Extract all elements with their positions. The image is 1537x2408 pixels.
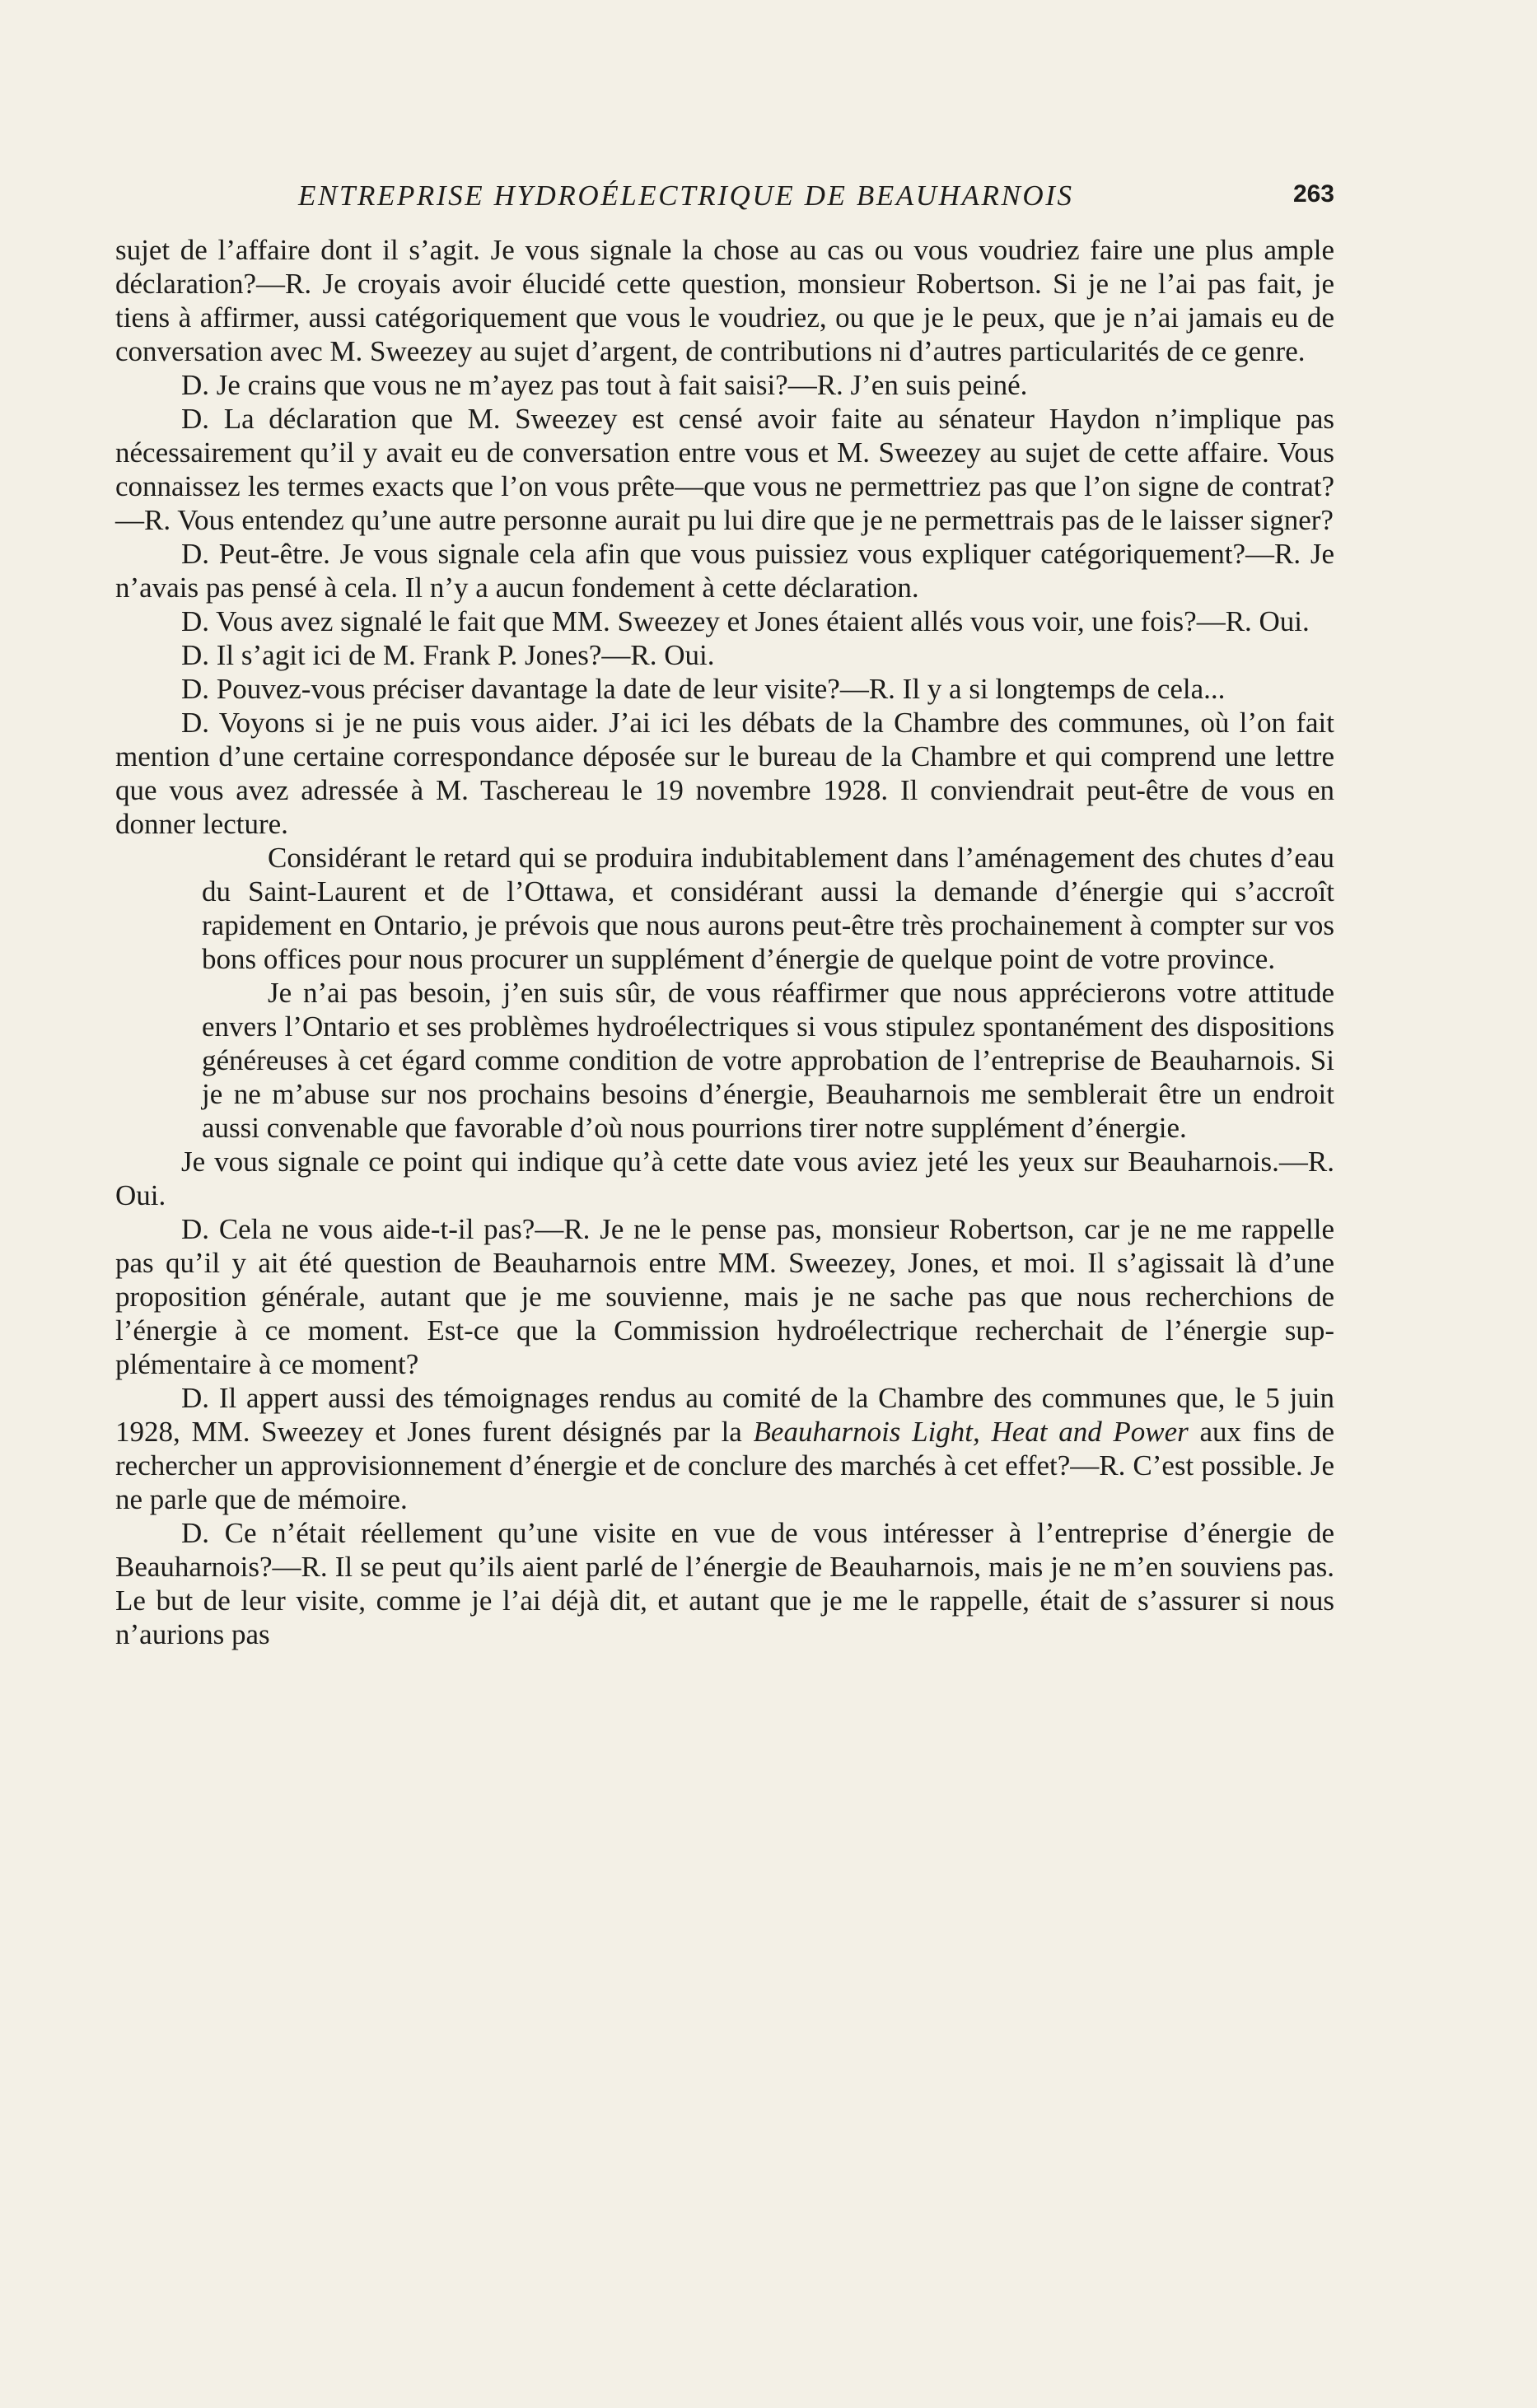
running-header bbox=[115, 180, 1334, 216]
page-number: 263 bbox=[1292, 180, 1334, 208]
paragraph: D. Je crains que vous ne m’ayez pas tout à fait saisi?—R. J’en suis peiné. bbox=[181, 369, 1028, 401]
paragraph: D. Cela ne vous aide-t-il pas?—R. Je ne le pense pas, monsieur Robertson, car je ne me rappelle pas qu’il y ait été question de Beauharnois entre MM. Sweezey, Jones, et moi. Il s’agissait là d’une proposition générale, autant que je me souvienne, mais je ne sache pas que nous recherchions de l’énergie à ce moment. Est-ce que la Commission hydroélectrique recherchait de l’énergie supplémentaire à ce moment? bbox=[115, 1213, 1334, 1380]
paragraph bbox=[115, 1381, 1334, 1516]
paragraph: D. La déclaration que M. Sweezey est censé avoir faite au sénateur Haydon n’implique pas nécessairement qu’il y avait eu de conversation entre vous et M. Sweezey au sujet de cette affaire. Vous connaissez les termes exacts que l’on vous prête—que vous ne permettriez pas que l’on signe de contrat?—R. Vous entendez qu’une autre personne aurait pu lui dire que je ne permettrais pas de le laisser signer? bbox=[115, 403, 1334, 536]
paragraph: sujet de l’affaire dont il s’agit. Je vous signale la chose au cas ou vous voudriez faire une plus ample déclaration?—R. Je croyais avoir élucidé cette question, monsieur Robertson. Si je ne l’ai pas fait, je tiens à affirmer, aussi catégoriquement que vous le voudriez, ou que je le peux, que je n’ai jamais eu de conversation avec M. Sweezey au sujet d’argent, de contributions ni d’autres particularités de ce genre. bbox=[115, 234, 1334, 367]
paragraph: D. Voyons si je ne puis vous aider. J’ai ici les débats de la Chambre des communes, où l’on fait mention d’une certaine correspondance déposée sur le bureau de la Chambre et qui comprend une lettre que vous avez adressée à M. Taschereau le 19 novembre 1928. Il conviendrait peut-être de vous en donner lecture. bbox=[115, 707, 1334, 840]
paragraph: D. Ce n’était réellement qu’une visite en vue de vous intéresser à l’entreprise d’énergie de Beauharnois?—R. Il se peut qu’ils aient parlé de l’énergie de Beauharnois, mais je ne m’en souviens pas. Le but de leur visite, comme je l’ai déjà dit, et autant que je me le rappelle, était de s’assurer si nous n’aurions pas bbox=[115, 1517, 1334, 1650]
quote-paragraph: Considérant le retard qui se produira indubitablement dans l’aménagement des chutes d’eau du Saint-Laurent et de l’Ottawa, et considérant aussi la demande d’énergie qui s’accroît rapidement en Ontario, je prévois que nous aurons peut-être très prochainement à compter sur vos bons offices pour nous procurer un supplément d’énergie de quelque point de votre province. bbox=[202, 842, 1334, 975]
text-run: aux fins de rechercher un approvisionnement d’énergie et de conclure des marchés à cet effet?—R. C’est possible. Je ne parle que de mémoire. bbox=[115, 1416, 1334, 1515]
quote-paragraph: Je n’ai pas besoin, j’en suis sûr, de vous réaffirmer que nous apprécierons votre attitude envers l’Ontario et ses problèmes hydroélectriques si vous stipulez spontanément des dispositions généreuses à cet égard comme condition de votre approbation de l’entreprise de Beauharnois. Si je ne m’abuse sur nos prochains besoins d’énergie, Beauharnois me semblerait être un endroit aussi convenable que favorable d’où nous pourrions tirer notre supplément d’énergie. bbox=[202, 977, 1334, 1144]
paragraph: D. Il s’agit ici de M. Frank P. Jones?—R. Oui. bbox=[181, 639, 715, 671]
paragraph: D. Vous avez signalé le fait que MM. Sweezey et Jones étaient allés vous voir, une fois?—R. Oui. bbox=[181, 605, 1310, 637]
running-title: ENTREPRISE HYDROÉLECTRIQUE DE BEAUHARNOIS bbox=[298, 180, 1074, 212]
block-quote bbox=[115, 841, 1334, 1145]
paragraph: Je vous signale ce point qui indique qu’à cette date vous aviez jeté les yeux sur Beauharnois.—R. Oui. bbox=[115, 1146, 1334, 1211]
company-name: Beauharnois Light, Heat and Power bbox=[753, 1416, 1189, 1448]
paragraph: D. Pouvez-vous préciser davantage la date de leur visite?—R. Il y a si longtemps de cela... bbox=[181, 673, 1226, 705]
text-run: D. Il appert aussi des témoignages rendus au comité de la Chambre des communes que, le 5 juin 1928, MM. Sweezey et Jones furent désignés par la bbox=[115, 1382, 1334, 1448]
paragraph: D. Peut-être. Je vous signale cela afin que vous puissiez vous expliquer catégoriquement?—R. Je n’avais pas pensé à cela. Il n’y a aucun fondement à cette déclaration. bbox=[115, 538, 1334, 604]
body-text bbox=[115, 233, 1334, 1651]
